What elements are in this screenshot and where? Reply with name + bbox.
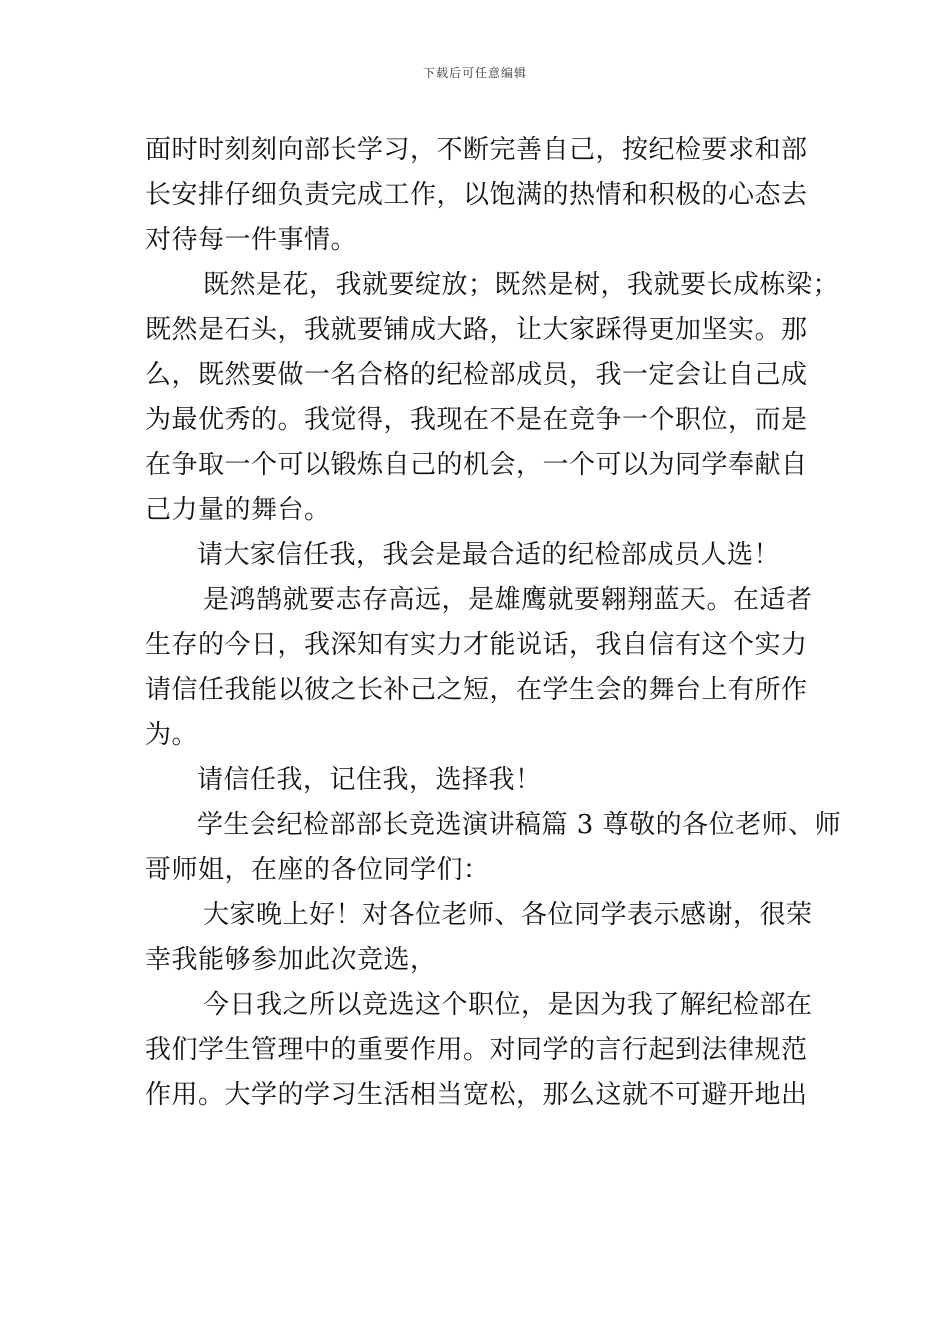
text-line: 大家晚上好！对各位老师、各位同学表示感谢，很荣 (203, 900, 813, 930)
text-line: 面时时刻刻向部长学习，不断完善自己，按纪检要求和部 (145, 135, 808, 165)
text-line: 我们学生管理中的重要作用。对同学的言行起到法律规范 (145, 1035, 808, 1065)
text-line: 是鸿鹄就要志存高远，是雄鹰就要翱翔蓝天。在适者 (203, 585, 813, 615)
document-body (145, 128, 842, 1118)
text-line: 哥师姐，在座的各位同学们： (145, 855, 490, 885)
text-line: 既然是花，我就要绽放；既然是树，我就要长成栋梁； (203, 270, 840, 300)
text-line: 请信任我，记住我，选择我！ (197, 765, 542, 795)
text-line: 为。 (145, 720, 199, 750)
page-header: 下载后可任意编辑 (422, 66, 527, 80)
text-line: 己力量的舞台。 (145, 495, 331, 525)
text-line: 作用。大学的学习生活相当宽松，那么这就不可避开地出 (145, 1080, 808, 1110)
text-line: 为最优秀的。我觉得，我现在不是在竞争一个职位，而是 (145, 405, 808, 435)
text-line: 么，既然要做一名合格的纪检部成员，我一定会让自己成 (145, 360, 808, 390)
text-line: 在争取一个可以锻炼自己的机会，一个可以为同学奉献自 (145, 450, 808, 480)
text-line: 今日我之所以竞选这个职位，是因为我了解纪检部在 (203, 990, 813, 1020)
text-line: 生存的今日，我深知有实力才能说话，我自信有这个实力 (145, 630, 808, 660)
text-line: 幸我能够参加此次竞选， (145, 945, 437, 975)
text-line: 对待每一件事情。 (145, 225, 358, 255)
text-line: 请大家信任我，我会是最合适的纪检部成员人选！ (197, 540, 781, 570)
text-line: 既然是石头，我就要铺成大路，让大家踩得更加坚实。那 (145, 315, 808, 345)
text-line: 请信任我能以彼之长补己之短，在学生会的舞台上有所作 (145, 675, 808, 705)
text-line: 长安排仔细负责完成工作，以饱满的热情和积极的心态去 (145, 180, 808, 210)
text-line: 学生会纪检部部长竞选演讲稿篇 3 尊敬的各位老师、师 (197, 810, 842, 840)
